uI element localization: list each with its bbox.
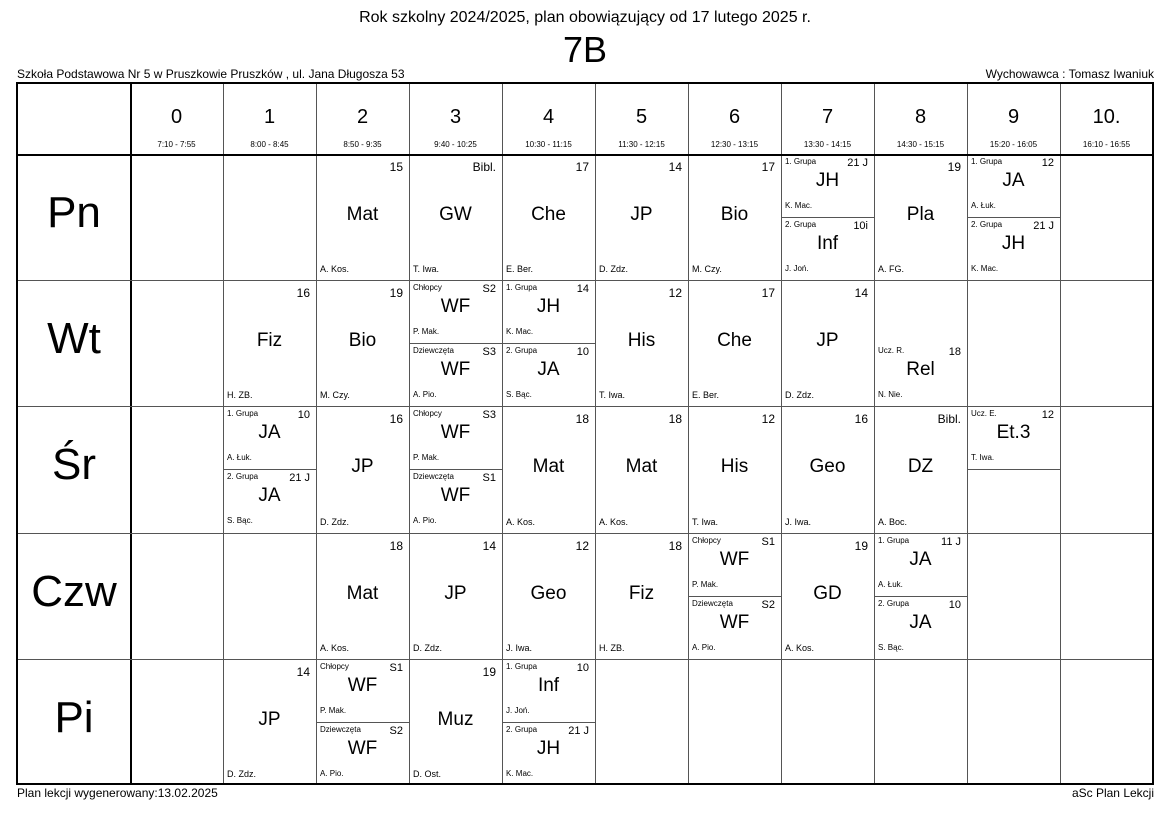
- room-number: 16: [389, 412, 403, 427]
- teacher-name: A. Pio.: [320, 768, 344, 778]
- lesson-cell: [688, 406, 781, 532]
- subject-name: WF: [440, 422, 471, 444]
- lesson-cell: [409, 659, 502, 785]
- teacher-name: A. FG.: [878, 264, 905, 275]
- lesson-cell: [967, 406, 1060, 532]
- group-name: 2. Grupa: [227, 472, 259, 482]
- teacher-name: A. Kos.: [506, 516, 536, 527]
- room-number: 19: [947, 160, 961, 174]
- group-lesson: [502, 280, 595, 344]
- group-name: Chłopcy: [692, 535, 721, 545]
- room-number: S3: [482, 409, 496, 422]
- room-number: 10i: [853, 220, 868, 232]
- room-number: Bibl.: [472, 160, 496, 174]
- room-number: 14: [296, 664, 310, 679]
- lesson-cell: [781, 280, 874, 406]
- subject-name: JH: [536, 296, 561, 318]
- room-number: 19: [854, 538, 868, 553]
- subject-name: WF: [440, 296, 471, 318]
- teacher-name: A. Kos.: [320, 642, 350, 653]
- school-name: Szkoła Podstawowa Nr 5 w Pruszkowie Pruszków , ul. Jana Długosza 53: [17, 67, 405, 81]
- teacher-name: T. Iwa.: [692, 516, 719, 527]
- teacher-name: H. ZB.: [599, 642, 625, 653]
- period-time: 15:20 - 16:05: [989, 140, 1038, 149]
- group-name: 2. Grupa: [506, 724, 538, 734]
- period-number: 5: [635, 106, 648, 128]
- subject-name: JA: [909, 611, 932, 633]
- subject-name: GW: [439, 204, 472, 225]
- room-number: 21 J: [568, 724, 589, 737]
- group-lesson: [316, 722, 409, 785]
- teacher-name: P. Mak.: [413, 327, 440, 337]
- teacher-name: S. Bąc.: [227, 516, 253, 526]
- subject-name: Fiz: [256, 330, 283, 352]
- lesson-cell: [874, 280, 967, 406]
- subject-name: Pla: [906, 204, 935, 225]
- generated-date: Plan lekcji wygenerowany:13.02.2025: [17, 786, 218, 800]
- group-name: Ucz. E.: [971, 409, 997, 419]
- teacher-name: J. Iwa.: [506, 642, 533, 653]
- lesson-cell: [688, 280, 781, 406]
- room-number: S2: [761, 598, 775, 611]
- subject-name: WF: [347, 674, 378, 696]
- lesson-cell: [409, 154, 502, 280]
- subject-name: Mat: [346, 582, 379, 604]
- lesson-cell: [595, 154, 688, 280]
- subject-name: JP: [816, 330, 839, 352]
- room-number: 18: [575, 412, 589, 427]
- subject-name: JP: [258, 708, 281, 730]
- teacher-name: T. Iwa.: [413, 264, 440, 275]
- room-number: 10: [576, 346, 589, 359]
- subject-name: JA: [258, 422, 281, 444]
- period-time: 11:30 - 12:15: [618, 140, 665, 149]
- room-number: 18: [389, 538, 403, 553]
- lesson-cell: [595, 533, 688, 659]
- room-number: 17: [575, 160, 589, 174]
- lesson-cell: [316, 533, 409, 659]
- room-number: 12: [1041, 157, 1054, 169]
- room-number: 10: [576, 661, 589, 674]
- lesson-cell: [223, 659, 316, 785]
- subject-name: JA: [1002, 170, 1025, 191]
- group-lesson: [223, 406, 316, 470]
- teacher-name: A. Boc.: [878, 516, 908, 527]
- subject-name: Mat: [625, 456, 658, 478]
- room-number: 14: [854, 286, 868, 301]
- teacher-name: K. Mac.: [785, 201, 813, 210]
- subject-name: WF: [347, 737, 378, 759]
- room-number: 16: [296, 286, 310, 301]
- group-lesson: [688, 533, 781, 597]
- room-number: 16: [854, 412, 868, 427]
- period-time: 9:40 - 10:25: [434, 140, 477, 149]
- day-label: Wt: [47, 314, 101, 364]
- subject-name: GD: [813, 582, 842, 604]
- period-time: 12:30 - 13:15: [710, 140, 759, 149]
- room-number: 18: [668, 412, 682, 427]
- group-name: 1. Grupa: [506, 283, 538, 293]
- period-number: 3: [449, 106, 462, 128]
- subject-name: Inf: [537, 674, 560, 696]
- subject-name: Rel: [906, 359, 935, 381]
- subject-name: Fiz: [628, 582, 655, 604]
- room-number: 12: [1041, 409, 1054, 422]
- teacher-name: A. Łuk.: [971, 201, 996, 210]
- teacher-name: E. Ber.: [506, 264, 534, 275]
- group-lesson: [781, 217, 874, 280]
- period-number: 6: [728, 106, 741, 128]
- subject-name: JH: [536, 737, 561, 759]
- room-number: 14: [668, 160, 682, 174]
- period-number: 1: [263, 106, 276, 128]
- lesson-cell: [874, 154, 967, 280]
- room-number: 17: [761, 286, 775, 301]
- teacher-name: P. Mak.: [413, 453, 440, 463]
- day-label: Pn: [47, 188, 101, 237]
- period-number: 9: [1007, 106, 1020, 128]
- lesson-cell: [316, 154, 409, 280]
- period-number: 10.: [1092, 106, 1121, 128]
- software-name: aSc Plan Lekcji: [1071, 786, 1154, 800]
- teacher-name: S. Bąc.: [506, 390, 532, 400]
- teacher-name: S. Bąc.: [878, 642, 904, 652]
- period-time: 14:30 - 15:15: [896, 140, 945, 149]
- teacher-name: M. Czy.: [320, 390, 350, 401]
- teacher-name: A. Łuk.: [227, 453, 252, 463]
- group-name: 1. Grupa: [971, 157, 1003, 166]
- subject-name: Che: [531, 204, 566, 225]
- lesson-cell: [316, 406, 409, 532]
- lesson-cell: [688, 533, 781, 659]
- subject-name: Inf: [816, 233, 839, 254]
- group-lesson: [874, 596, 967, 659]
- teacher-name: D. Zdz.: [320, 516, 350, 527]
- teacher-name: D. Zdz.: [413, 642, 443, 653]
- period-time: 7:10 - 7:55: [157, 140, 196, 149]
- teacher-name: A. Pio.: [413, 516, 437, 526]
- teacher-name: N. Nie.: [878, 390, 903, 400]
- group-lesson: [409, 280, 502, 344]
- lesson-cell: [874, 406, 967, 532]
- group-name: Chłopcy: [413, 409, 442, 419]
- lesson-cell: [874, 533, 967, 659]
- group-name: Dziewczęta: [413, 346, 454, 356]
- period-time: 8:00 - 8:45: [250, 140, 289, 149]
- teacher-name: D. Zdz.: [785, 390, 815, 401]
- room-number: S2: [389, 724, 403, 737]
- teacher-name: T. Iwa.: [971, 453, 995, 463]
- teacher-name: H. ZB.: [227, 390, 253, 401]
- lesson-cell: [781, 154, 874, 280]
- group-name: Dziewczęta: [320, 724, 361, 734]
- group-name: 1. Grupa: [785, 157, 817, 166]
- lesson-cell: [595, 406, 688, 532]
- period-time: 8:50 - 9:35: [343, 140, 382, 149]
- period-time: 10:30 - 11:15: [525, 140, 572, 149]
- room-number: 14: [482, 538, 496, 553]
- period-number: 8: [914, 106, 927, 128]
- subject-name: Mat: [532, 456, 565, 478]
- room-number: Bibl.: [937, 412, 961, 427]
- teacher-name: P. Mak.: [320, 705, 347, 715]
- room-number: 15: [389, 160, 403, 174]
- room-number: 18: [668, 538, 682, 553]
- lesson-cell: [502, 406, 595, 532]
- room-number: S1: [761, 535, 775, 548]
- group-name: Chłopcy: [320, 661, 349, 671]
- room-number: 17: [761, 160, 775, 174]
- room-number: 11 J: [941, 535, 961, 548]
- subject-name: WF: [440, 485, 471, 507]
- subject-name: WF: [440, 359, 471, 381]
- teacher-name: K. Mac.: [971, 264, 999, 273]
- schedule-subtitle: Rok szkolny 2024/2025, plan obowiązujący od 17 lutego 2025 r.: [359, 9, 811, 26]
- teacher-name: K. Mac.: [506, 768, 534, 778]
- subject-name: JP: [630, 204, 653, 225]
- group-lesson: [502, 659, 595, 723]
- group-lesson: [967, 217, 1060, 280]
- teacher-name: A. Kos.: [320, 264, 350, 275]
- period-time: 16:10 - 16:55: [1082, 140, 1131, 149]
- teacher-name: P. Mak.: [692, 579, 719, 589]
- group-name: 1. Grupa: [506, 661, 538, 671]
- subject-name: JP: [444, 582, 467, 604]
- lesson-cell: [502, 533, 595, 659]
- group-lesson: [223, 469, 316, 532]
- teacher-name: A. Pio.: [413, 390, 437, 400]
- group-lesson: [409, 469, 502, 532]
- group-name: 2. Grupa: [878, 598, 910, 608]
- class-name: 7B: [562, 29, 608, 70]
- subject-name: Geo: [530, 582, 567, 604]
- group-lesson: [781, 154, 874, 218]
- room-number: 21 J: [1033, 220, 1054, 232]
- room-number: 19: [482, 664, 496, 679]
- subject-name: His: [720, 456, 749, 478]
- room-number: 12: [761, 412, 775, 427]
- group-name: Ucz. R.: [878, 346, 905, 356]
- room-number: 12: [668, 286, 682, 301]
- teacher-name: A. Pio.: [692, 642, 716, 652]
- subject-name: Mat: [346, 204, 379, 225]
- room-number: 12: [575, 538, 589, 553]
- period-number: 7: [821, 106, 834, 128]
- lesson-cell: [409, 533, 502, 659]
- subject-name: Muz: [437, 708, 474, 730]
- group-name: 2. Grupa: [506, 346, 538, 356]
- lesson-cell: [223, 406, 316, 532]
- lesson-cell: [781, 406, 874, 532]
- lesson-cell: [595, 280, 688, 406]
- period-number: 0: [170, 106, 183, 128]
- room-number: 10: [297, 409, 310, 422]
- room-number: 21 J: [289, 472, 310, 485]
- teacher-name: A. Kos.: [785, 642, 815, 653]
- column-divider: [130, 84, 132, 783]
- group-lesson: [409, 343, 502, 406]
- teacher-name: A. Łuk.: [878, 579, 903, 589]
- subject-name: JA: [537, 359, 560, 381]
- teacher-name: E. Ber.: [692, 390, 720, 401]
- lesson-cell: [688, 154, 781, 280]
- room-number: 21 J: [847, 157, 868, 169]
- lesson-cell: [316, 659, 409, 785]
- teacher-name: J. Iwa.: [785, 516, 812, 527]
- teacher-name: J. Joń.: [506, 705, 530, 715]
- lesson-cell: [409, 406, 502, 532]
- room-number: S3: [482, 346, 496, 359]
- room-number: S1: [389, 661, 403, 674]
- lesson-cell: [409, 280, 502, 406]
- teacher-name: A. Kos.: [599, 516, 629, 527]
- subject-name: JA: [909, 548, 932, 570]
- group-lesson: [874, 343, 967, 406]
- teacher-name: J. Joń.: [785, 264, 809, 273]
- lesson-cell: [316, 280, 409, 406]
- group-lesson: [502, 722, 595, 785]
- period-number: 4: [542, 106, 555, 128]
- teacher-name: D. Ost.: [413, 768, 442, 779]
- room-number: 18: [948, 346, 961, 359]
- group-name: 1. Grupa: [878, 535, 910, 545]
- period-time: 13:30 - 14:15: [803, 140, 852, 149]
- room-number: 14: [576, 283, 589, 296]
- group-lesson: [502, 343, 595, 406]
- subject-name: JH: [1001, 233, 1026, 254]
- room-number: S2: [482, 283, 496, 296]
- class-teacher: Wychowawca : Tomasz Iwaniuk: [985, 67, 1154, 81]
- lesson-cell: [502, 280, 595, 406]
- teacher-name: T. Iwa.: [599, 390, 626, 401]
- subject-name: His: [627, 330, 656, 352]
- subject-name: JH: [815, 170, 840, 191]
- room-number: S1: [482, 472, 496, 485]
- lesson-cell: [781, 533, 874, 659]
- group-name: 2. Grupa: [785, 220, 817, 229]
- lesson-cell: [223, 280, 316, 406]
- subject-name: JA: [258, 485, 281, 507]
- lesson-cell: [967, 154, 1060, 280]
- timetable-grid: [16, 82, 1154, 785]
- column-divider: [1060, 84, 1061, 783]
- subject-name: JP: [351, 456, 374, 478]
- subject-name: WF: [719, 611, 750, 633]
- group-lesson: [688, 596, 781, 659]
- group-name: Chłopcy: [413, 283, 442, 293]
- teacher-name: M. Czy.: [692, 264, 722, 275]
- teacher-name: D. Zdz.: [227, 768, 257, 779]
- day-label: Czw: [31, 566, 117, 616]
- group-lesson: [316, 659, 409, 723]
- subject-name: Che: [717, 330, 752, 352]
- teacher-name: K. Mac.: [506, 327, 534, 337]
- day-label: Śr: [52, 440, 96, 490]
- day-label: Pi: [54, 692, 94, 742]
- group-name: 2. Grupa: [971, 220, 1003, 229]
- room-number: 10: [948, 598, 961, 611]
- subject-name: DZ: [907, 456, 934, 478]
- group-name: Dziewczęta: [692, 598, 733, 608]
- subject-name: Bio: [348, 330, 377, 352]
- subject-name: Geo: [809, 456, 846, 478]
- lesson-cell: [502, 659, 595, 785]
- subject-name: WF: [719, 548, 750, 570]
- room-number: 19: [389, 286, 403, 301]
- group-name: Dziewczęta: [413, 472, 454, 482]
- teacher-name: D. Zdz.: [599, 264, 629, 275]
- group-lesson: [967, 406, 1060, 470]
- subject-name: Bio: [720, 204, 749, 225]
- group-name: 1. Grupa: [227, 409, 259, 419]
- subject-name: Et.3: [996, 422, 1031, 444]
- group-lesson: [874, 533, 967, 597]
- group-lesson: [967, 154, 1060, 218]
- lesson-cell: [502, 154, 595, 280]
- period-number: 2: [356, 106, 369, 128]
- group-lesson: [409, 406, 502, 470]
